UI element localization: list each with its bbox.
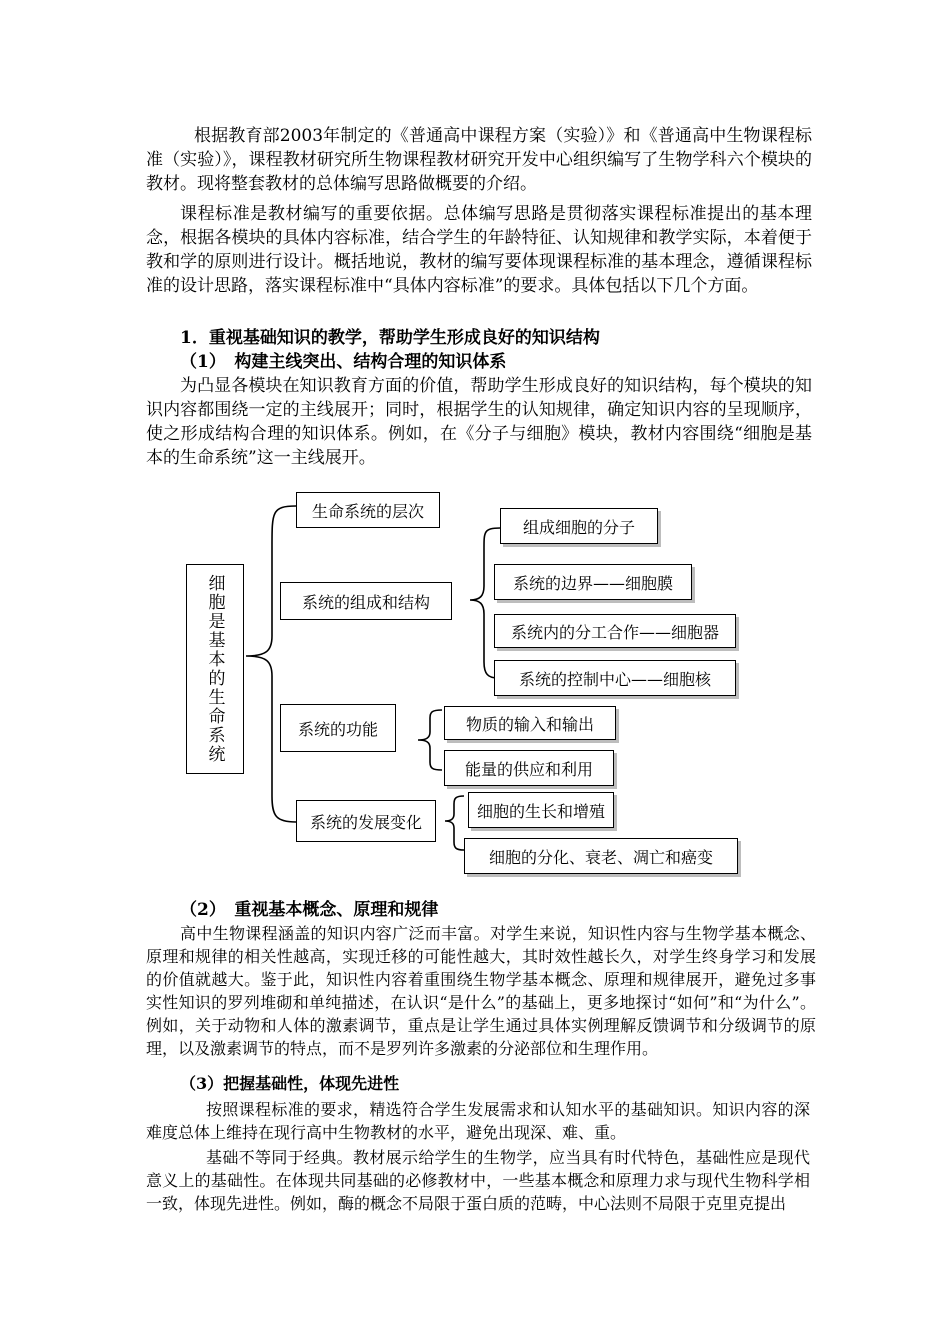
node-differentiation: 细胞的分化、衰老、凋亡和癌变	[464, 838, 738, 874]
knowledge-structure-diagram	[180, 486, 760, 878]
node-cell-molecules: 组成细胞的分子	[500, 508, 658, 544]
branch-development: 系统的发展变化	[296, 800, 436, 842]
intro-paragraph-2: 课程标准是教材编写的重要依据。总体编写思路是贯彻落实课程标准提出的基本理念，根据各模块的具体内容标准，结合学生的年龄特征、认知规律和教学实际，本着便于教和学的原则进行设计。概括地说，教材的编写要体现课程标准的基本理念，遵循课程标准的设计思路，落实课程标准中“具体内容标准”的要求。具体包括以下几个方面。	[146, 204, 812, 296]
subsection-1-heading: （1） 构建主线突出、结构合理的知识体系	[180, 352, 507, 372]
branch-function: 系统的功能	[280, 704, 396, 752]
section-1-heading: 1．重视基础知识的教学，帮助学生形成良好的知识结构	[180, 328, 600, 348]
subsection-3-paragraph-1: 按照课程标准的要求，精选符合学生发展需求和认知水平的基础知识。知识内容的深难度总体上维持在现行高中生物教材的水平，避免出现深、难、重。	[146, 1100, 810, 1142]
node-energy: 能量的供应和利用	[444, 750, 614, 786]
node-nucleus: 系统的控制中心——细胞核	[494, 660, 736, 696]
development-brace	[445, 796, 464, 850]
branch-structure: 系统的组成和结构	[280, 582, 452, 620]
subsection-1-paragraph: 为凸显各模块在知识教育方面的价值，帮助学生形成良好的知识结构，每个模块的知识内容都围绕一定的主线展开；同时，根据学生的认知规律，确定知识内容的呈现顺序，使之形成结构合理的知识体系。例如，在《分子与细胞》模块，教材内容围绕“细胞是基本的生命系统”这一主线展开。	[146, 376, 812, 468]
node-cell-membrane: 系统的边界——细胞膜	[494, 564, 692, 600]
node-growth: 细胞的生长和增殖	[468, 792, 614, 828]
root-node: 细胞是基本的生命系统	[186, 564, 244, 774]
intro-paragraph-1: 根据教育部2003年制定的《普通高中课程方案（实验）》和《普通高中生物课程标准（实验）》，课程教材研究所生物课程教材研究开发中心组织编写了生物学科六个模块的教材。现将整套教材的总体编写思路做概要的介绍。	[146, 126, 812, 194]
main-brace	[246, 506, 296, 822]
subsection-3-heading: （3）把握基础性，体现先进性	[180, 1074, 400, 1093]
branch-levels: 生命系统的层次	[296, 492, 440, 528]
subsection-2-paragraph: 高中生物课程涵盖的知识内容广泛而丰富。对学生来说，知识性内容与生物学基本概念、原理和规律的相关性越高，实现迁移的可能性越大，其时效性越长久，对学生终身学习和发展的价值就越大。鉴于此，知识性内容着重围绕生物学基本概念、原理和规律展开，避免过多事实性知识的罗列堆砌和单纯描述，在认识“是什么”的基础上，更多地探讨“如何”和“为什么”。例如，关于动物和人体的激素调节，重点是让学生通过具体实例理解反馈调节和分级调节的原理，以及激素调节的特点，而不是罗列许多激素的分泌部位和生理作用。	[146, 924, 816, 1058]
structure-brace	[470, 528, 500, 678]
subsection-3-paragraph-2: 基础不等同于经典。教材展示给学生的生物学，应当具有时代特色，基础性应是现代意义上的基础性。在体现共同基础的必修教材中，一些基本概念和原理力求与现代生物科学相一致，体现先进性。例如，酶的概念不局限于蛋白质的范畴，中心法则不局限于克里克提出	[146, 1148, 810, 1213]
node-transport: 物质的输入和输出	[444, 706, 616, 740]
node-organelles: 系统内的分工合作——细胞器	[494, 614, 736, 648]
function-brace	[418, 710, 442, 770]
subsection-2-heading: （2） 重视基本概念、原理和规律	[180, 900, 439, 920]
